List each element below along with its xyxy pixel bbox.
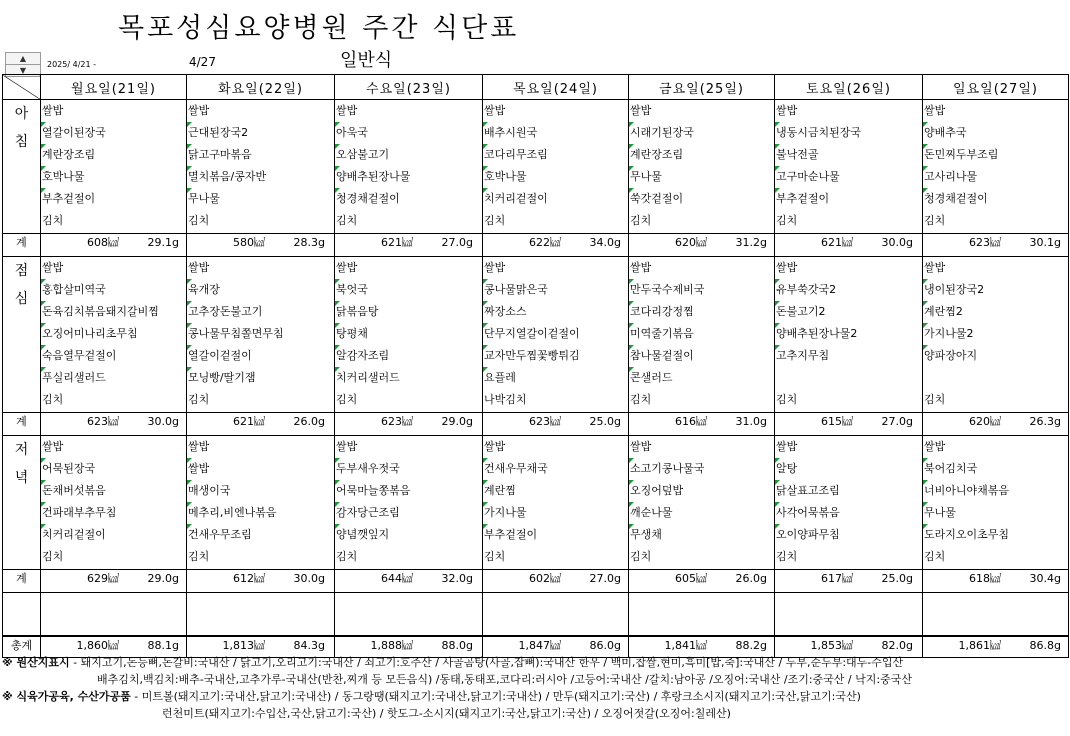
dinner-menu-cell bbox=[187, 436, 335, 570]
sum-cell bbox=[629, 234, 775, 257]
sum-cell bbox=[41, 234, 187, 257]
dish-item: 쌀밥 bbox=[924, 440, 946, 453]
blank-row bbox=[3, 593, 1069, 637]
dish-item: 알탕 bbox=[775, 458, 922, 480]
kcal-value: 1,813㎉ bbox=[222, 639, 265, 652]
breakfast-menu-cell bbox=[41, 100, 187, 234]
kcal-value: 621㎉ bbox=[381, 236, 413, 249]
breakfast-row bbox=[3, 100, 1069, 234]
dish-item: 짜장소스 bbox=[483, 301, 628, 323]
sum-cell bbox=[923, 234, 1069, 257]
sum-cell bbox=[775, 413, 923, 436]
dish-item: 깨순나물 bbox=[629, 502, 774, 524]
sum-cell bbox=[483, 413, 629, 436]
dish-item: 참나물겉절이 bbox=[629, 345, 774, 367]
sum-cell bbox=[187, 234, 335, 257]
dish-item: 매생이국 bbox=[187, 480, 334, 502]
breakfast-menu-cell bbox=[923, 100, 1069, 234]
dish-item: 콩나물무침쫄면무침 bbox=[187, 323, 334, 345]
dish-item: 김치 bbox=[924, 550, 946, 563]
day-header: 화요일(22일) bbox=[187, 75, 335, 100]
dish-item: 쌀밥 bbox=[776, 104, 798, 117]
dish-item: 건새우무조림 bbox=[187, 524, 334, 546]
dish-item: 교자만두찜꽃빵튀김 bbox=[483, 345, 628, 367]
gram-value: 26.0g bbox=[735, 572, 767, 585]
dish-item: 두부새우젓국 bbox=[335, 458, 482, 480]
day-header: 토요일(26일) bbox=[775, 75, 923, 100]
dish-item: 유부쑥갓국2 bbox=[775, 279, 922, 301]
dish-item: 고구마순나물 bbox=[775, 166, 922, 188]
gram-value: 30.0g bbox=[881, 236, 913, 249]
dish-item: 쌀밥 bbox=[187, 458, 334, 480]
dish-item: 쌀밥 bbox=[188, 440, 210, 453]
kcal-value: 1,853㎉ bbox=[810, 639, 853, 652]
kcal-value: 615㎉ bbox=[821, 415, 853, 428]
dish-item: 열갈이된장국 bbox=[41, 122, 186, 144]
breakfast-menu-cell bbox=[187, 100, 335, 234]
dish-item: 아욱국 bbox=[335, 122, 482, 144]
dish-item: 요플레 bbox=[483, 367, 628, 389]
kcal-value: 623㎉ bbox=[969, 236, 1001, 249]
dish-item: 청경채겉절이 bbox=[923, 188, 1068, 210]
blank-cell bbox=[923, 593, 1069, 637]
lunch-menu-cell bbox=[335, 257, 483, 413]
gram-value: 34.0g bbox=[589, 236, 621, 249]
gram-value: 25.0g bbox=[589, 415, 621, 428]
dish-item: 양배추된장나물 bbox=[335, 166, 482, 188]
dish-item: 쑥갓겉절이 bbox=[629, 188, 774, 210]
kcal-value: 1,847㎉ bbox=[518, 639, 561, 652]
dish-item: 무생채 bbox=[629, 524, 774, 546]
dish-item: 김치 bbox=[188, 214, 210, 227]
dinner-menu-cell bbox=[483, 436, 629, 570]
dish-item: 쌀밥 bbox=[630, 261, 652, 274]
blank-cell bbox=[629, 593, 775, 637]
dish-item: 불낙전골 bbox=[775, 144, 922, 166]
dish-item: 김치 bbox=[336, 214, 358, 227]
sum-cell bbox=[335, 570, 483, 593]
dish-item: 김치 bbox=[776, 393, 798, 406]
sum-cell bbox=[775, 234, 923, 257]
label-char: 녁 bbox=[14, 470, 29, 486]
dish-item: 닭고구마볶음 bbox=[187, 144, 334, 166]
dish-item: 부추겉절이 bbox=[483, 524, 628, 546]
sum-cell bbox=[187, 570, 335, 593]
gram-value: 88.2g bbox=[735, 639, 767, 652]
sum-cell bbox=[923, 570, 1069, 593]
meal-table bbox=[2, 74, 1069, 658]
dish-item: 사각어묵볶음 bbox=[775, 502, 922, 524]
dish-item: 쌀밥 bbox=[42, 261, 64, 274]
dish-item: 무나물 bbox=[629, 166, 774, 188]
dish-item: 코다리무조림 bbox=[483, 144, 628, 166]
lunch-menu-cell bbox=[775, 257, 923, 413]
sum-cell bbox=[923, 413, 1069, 436]
dish-item: 돈민찌두부조림 bbox=[923, 144, 1068, 166]
dish-item: 무나물 bbox=[923, 502, 1068, 524]
dish-item: 나박김치 bbox=[484, 393, 527, 406]
gram-value: 26.3g bbox=[1029, 415, 1061, 428]
kcal-value: 621㎉ bbox=[821, 236, 853, 249]
dish-item: 부추겉절이 bbox=[41, 188, 186, 210]
gram-value: 84.3g bbox=[293, 639, 325, 652]
dish-item: 오삼불고기 bbox=[335, 144, 482, 166]
dish-item: 김치 bbox=[42, 214, 64, 227]
dish-item: 냉이된장국2 bbox=[923, 279, 1068, 301]
processed-note-head: ※ 식육가공육, 수산가공품 bbox=[2, 690, 131, 703]
date-spin-down-button[interactable]: ▼ bbox=[5, 64, 41, 77]
dish-item: 북엇국 bbox=[335, 279, 482, 301]
dish-item: 김치 bbox=[336, 550, 358, 563]
dish-item: 양념깻잎지 bbox=[335, 524, 482, 546]
dinner-menu-cell bbox=[629, 436, 775, 570]
kcal-value: 644㎉ bbox=[381, 572, 413, 585]
gram-value: 29.0g bbox=[441, 415, 473, 428]
dish-item: 김치 bbox=[924, 393, 946, 406]
lunch-menu-cell bbox=[187, 257, 335, 413]
dish-item: 치커리샐러드 bbox=[335, 367, 482, 389]
dish-item: 가지나물 bbox=[483, 502, 628, 524]
dish-item: 고사리나물 bbox=[923, 166, 1068, 188]
gram-value: 30.1g bbox=[1029, 236, 1061, 249]
dish-item: 모닝빵/딸기잼 bbox=[187, 367, 334, 389]
breakfast-menu-cell bbox=[629, 100, 775, 234]
dish-item: 쌀밥 bbox=[484, 440, 506, 453]
gram-value: 88.1g bbox=[147, 639, 179, 652]
sum-cell bbox=[629, 570, 775, 593]
gram-value: 82.0g bbox=[881, 639, 913, 652]
dish-item: 돈채버섯볶음 bbox=[41, 480, 186, 502]
gram-value: 31.0g bbox=[735, 415, 767, 428]
dish-item: 쌀밥 bbox=[484, 261, 506, 274]
kcal-value: 602㎉ bbox=[529, 572, 561, 585]
gram-value: 30.0g bbox=[293, 572, 325, 585]
breakfast-menu-cell bbox=[483, 100, 629, 234]
sum-label: 계 bbox=[3, 413, 41, 436]
gram-value: 30.0g bbox=[147, 415, 179, 428]
origin-note-line: 배추김치,백김치:배추-국내산,고추가루-국내산(반찬,찌개 등 모든음식) /동태,동태포,코다리:러시아 /고등어:국내산 /갈치:남아공 /오징어:국내산 /조기:중국산 / 낙지:중국산 bbox=[97, 673, 912, 686]
dish-item: 메추리,비엔나볶음 bbox=[187, 502, 334, 524]
gram-value: 28.3g bbox=[293, 236, 325, 249]
lunch-menu-cell bbox=[483, 257, 629, 413]
dish-item: 단무지열갈이겉절이 bbox=[483, 323, 628, 345]
gram-value: 31.2g bbox=[735, 236, 767, 249]
kcal-value: 616㎉ bbox=[675, 415, 707, 428]
dish-item: 어묵마늘쫑볶음 bbox=[335, 480, 482, 502]
label-char: 저 bbox=[14, 442, 29, 458]
kcal-value: 1,861㎉ bbox=[958, 639, 1001, 652]
processed-note-text: - 미트볼(돼지고기:국내산,닭고기:국내산) / 동그랑땡(돼지고기:국내산,닭고기:국내산) / 만두(돼지고기:국산) / 후랑크소시지(돼지고기:국산,닭고기:국산) bbox=[130, 690, 861, 703]
dish-item: 고추장돈불고기 bbox=[187, 301, 334, 323]
blank-cell bbox=[3, 593, 41, 637]
dish-item: 알감자조림 bbox=[335, 345, 482, 367]
dish-item: 건새우무채국 bbox=[483, 458, 628, 480]
origin-note-text: - 돼지고기,돈등뼈,돈갈비:국내산 / 닭고기,오리고기:국내산 / 쇠고기:호주산 / 사골곰탕(사골,잡뼈):국내산 한우 / 백미,찹쌀,현미,흑미[밥,죽]:국내산 / 두부,순두부:대두-수입산 bbox=[69, 656, 904, 669]
dish-item: 도라지오이초무침 bbox=[923, 524, 1068, 546]
lunch-menu-cell bbox=[629, 257, 775, 413]
breakfast-menu-cell bbox=[775, 100, 923, 234]
dish-item: 냉동시금치된장국 bbox=[775, 122, 922, 144]
dish-item: 계란장조림 bbox=[629, 144, 774, 166]
lunch-menu-cell bbox=[41, 257, 187, 413]
dish-item: 쌀밥 bbox=[42, 104, 64, 117]
gram-value: 88.0g bbox=[441, 639, 473, 652]
gram-value: 27.0g bbox=[441, 236, 473, 249]
kcal-value: 1,888㎉ bbox=[370, 639, 413, 652]
dish-item: 쌀밥 bbox=[776, 261, 798, 274]
gram-value: 30.4g bbox=[1029, 572, 1061, 585]
kcal-value: 608㎉ bbox=[87, 236, 119, 249]
dish-item: 부추겉절이 bbox=[775, 188, 922, 210]
dish-item: 김치 bbox=[42, 550, 64, 563]
label-char: 아 bbox=[14, 106, 29, 122]
kcal-value: 629㎉ bbox=[87, 572, 119, 585]
dish-item: 숙음열무겉절이 bbox=[41, 345, 186, 367]
dinner-menu-cell bbox=[335, 436, 483, 570]
dish-item: 만두국수제비국 bbox=[629, 279, 774, 301]
kcal-value: 623㎉ bbox=[87, 415, 119, 428]
breakfast-menu-cell bbox=[335, 100, 483, 234]
dish-item: 코다리강정찜 bbox=[629, 301, 774, 323]
dish-item: 양배추된장나물2 bbox=[775, 323, 922, 345]
date-spin-up-button[interactable]: ▲ bbox=[5, 52, 41, 65]
dinner-menu-cell bbox=[923, 436, 1069, 570]
kcal-value: 623㎉ bbox=[529, 415, 561, 428]
dish-item: 양파장아지 bbox=[923, 345, 1068, 367]
dish-item: 호박나물 bbox=[483, 166, 628, 188]
dish-item: 가지나물2 bbox=[923, 323, 1068, 345]
dish-item: 어묵된장국 bbox=[41, 458, 186, 480]
dish-item: 미역줄기볶음 bbox=[629, 323, 774, 345]
dish-item: 김치 bbox=[484, 214, 506, 227]
dish-item: 콩나물맑은국 bbox=[483, 279, 628, 301]
kcal-value: 621㎉ bbox=[233, 415, 265, 428]
dish-item: 계란찜 bbox=[483, 480, 628, 502]
dish-item: 감자당근조림 bbox=[335, 502, 482, 524]
lunch-menu-cell bbox=[923, 257, 1069, 413]
dish-item: 홍합살미역국 bbox=[41, 279, 186, 301]
dish-item: 양배추국 bbox=[923, 122, 1068, 144]
dish-item: 청경채겉절이 bbox=[335, 188, 482, 210]
dish-item: 계란찜2 bbox=[923, 301, 1068, 323]
dish-item: 쌀밥 bbox=[336, 440, 358, 453]
dinner-menu-cell bbox=[41, 436, 187, 570]
day-header: 수요일(23일) bbox=[335, 75, 483, 100]
gram-value: 25.0g bbox=[881, 572, 913, 585]
dish-item: 김치 bbox=[776, 550, 798, 563]
day-header: 일요일(27일) bbox=[923, 75, 1069, 100]
dish-item: 김치 bbox=[188, 550, 210, 563]
dish-item: 치커리겉절이 bbox=[41, 524, 186, 546]
dish-item: 쌀밥 bbox=[924, 261, 946, 274]
dish-item: 쌀밥 bbox=[776, 440, 798, 453]
blank-cell bbox=[187, 593, 335, 637]
gram-value: 86.8g bbox=[1029, 639, 1061, 652]
gram-value: 26.0g bbox=[293, 415, 325, 428]
dish-item: 북어김치국 bbox=[923, 458, 1068, 480]
dish-item: 너비아니야채볶음 bbox=[923, 480, 1068, 502]
dish-item: 쌀밥 bbox=[630, 440, 652, 453]
gram-value: 32.0g bbox=[441, 572, 473, 585]
sum-cell bbox=[41, 413, 187, 436]
dish-item: 열갈이겉절이 bbox=[187, 345, 334, 367]
dish-item: 쌀밥 bbox=[188, 261, 210, 274]
menu-type: 일반식 bbox=[340, 50, 393, 71]
blank-cell bbox=[335, 593, 483, 637]
sum-label: 계 bbox=[3, 234, 41, 257]
sum-cell bbox=[483, 234, 629, 257]
dish-item: 쌀밥 bbox=[336, 104, 358, 117]
gram-value: 27.0g bbox=[881, 415, 913, 428]
breakfast-sum-row bbox=[3, 234, 1069, 257]
dish-item: 탕평채 bbox=[335, 323, 482, 345]
total-label: 총계 bbox=[3, 636, 41, 658]
dish-item: 소고기콩나물국 bbox=[629, 458, 774, 480]
corner-cell bbox=[3, 75, 41, 100]
dish-item: 김치 bbox=[630, 550, 652, 563]
dinner-row bbox=[3, 436, 1069, 570]
day-header-row bbox=[3, 75, 1069, 100]
dish-item: 김치 bbox=[630, 214, 652, 227]
dish-item bbox=[923, 367, 1068, 389]
blank-cell bbox=[775, 593, 923, 637]
kcal-value: 622㎉ bbox=[529, 236, 561, 249]
day-header: 금요일(25일) bbox=[629, 75, 775, 100]
dish-item: 건파래부추무침 bbox=[41, 502, 186, 524]
dish-item: 김치 bbox=[188, 393, 210, 406]
page-title: 목포성심요양병원 주간 식단표 bbox=[118, 13, 520, 44]
sum-label: 계 bbox=[3, 570, 41, 593]
dish-item: 김치 bbox=[336, 393, 358, 406]
dish-item: 쌀밥 bbox=[336, 261, 358, 274]
dish-item: 쌀밥 bbox=[42, 440, 64, 453]
dish-item: 닭살표고조림 bbox=[775, 480, 922, 502]
sum-cell bbox=[335, 413, 483, 436]
dish-item: 닭볶음탕 bbox=[335, 301, 482, 323]
kcal-value: 580㎉ bbox=[233, 236, 265, 249]
dish-item: 돈불고기2 bbox=[775, 301, 922, 323]
date-to: 4/27 bbox=[189, 55, 216, 69]
dish-item: 오이양파무침 bbox=[775, 524, 922, 546]
dish-item: 김치 bbox=[776, 214, 798, 227]
lunch-row bbox=[3, 257, 1069, 413]
dinner-sum-row bbox=[3, 570, 1069, 593]
dish-item: 치커리겉절이 bbox=[483, 188, 628, 210]
kcal-value: 612㎉ bbox=[233, 572, 265, 585]
blank-cell bbox=[41, 593, 187, 637]
dish-item: 시래기된장국 bbox=[629, 122, 774, 144]
kcal-value: 605㎉ bbox=[675, 572, 707, 585]
lunch-label bbox=[3, 257, 41, 413]
dish-item: 계란장조림 bbox=[41, 144, 186, 166]
dish-item: 김치 bbox=[42, 393, 64, 406]
lunch-sum-row bbox=[3, 413, 1069, 436]
dinner-menu-cell bbox=[775, 436, 923, 570]
dish-item: 육개장 bbox=[187, 279, 334, 301]
dish-item: 쌀밥 bbox=[630, 104, 652, 117]
dish-item bbox=[775, 367, 922, 389]
origin-notes bbox=[2, 654, 1068, 722]
breakfast-label bbox=[3, 100, 41, 234]
dish-item: 김치 bbox=[630, 393, 652, 406]
gram-value: 86.0g bbox=[589, 639, 621, 652]
sum-cell bbox=[187, 413, 335, 436]
dish-item: 멸치볶음/콩자반 bbox=[187, 166, 334, 188]
kcal-value: 618㎉ bbox=[969, 572, 1001, 585]
kcal-value: 617㎉ bbox=[821, 572, 853, 585]
label-char: 심 bbox=[14, 291, 29, 307]
kcal-value: 620㎉ bbox=[969, 415, 1001, 428]
gram-value: 27.0g bbox=[589, 572, 621, 585]
processed-note-line bbox=[2, 688, 1068, 705]
label-char: 침 bbox=[14, 134, 29, 150]
blank-cell bbox=[483, 593, 629, 637]
gram-value: 29.0g bbox=[147, 572, 179, 585]
sum-cell bbox=[335, 234, 483, 257]
dish-item: 김치 bbox=[924, 214, 946, 227]
label-char: 점 bbox=[14, 263, 29, 279]
sum-cell bbox=[41, 570, 187, 593]
dish-item: 근대된장국2 bbox=[187, 122, 334, 144]
kcal-value: 620㎉ bbox=[675, 236, 707, 249]
gram-value: 29.1g bbox=[147, 236, 179, 249]
date-from: 2025/ 4/21 - bbox=[47, 60, 96, 69]
dish-item: 호박나물 bbox=[41, 166, 186, 188]
sum-cell bbox=[629, 413, 775, 436]
dish-item: 푸실리샐러드 bbox=[41, 367, 186, 389]
dinner-label bbox=[3, 436, 41, 570]
sum-cell bbox=[775, 570, 923, 593]
dish-item: 콘샐러드 bbox=[629, 367, 774, 389]
origin-note-head: ※ 원산지표시 bbox=[2, 656, 70, 669]
dish-item: 김치 bbox=[484, 550, 506, 563]
kcal-value: 623㎉ bbox=[381, 415, 413, 428]
dish-item: 무나물 bbox=[187, 188, 334, 210]
dish-item: 배추시원국 bbox=[483, 122, 628, 144]
dish-item: 고추지무침 bbox=[775, 345, 922, 367]
dish-item: 돈육김치볶음돼지갈비찜 bbox=[41, 301, 186, 323]
dish-item: 쌀밥 bbox=[924, 104, 946, 117]
day-header: 목요일(24일) bbox=[483, 75, 629, 100]
dish-item: 오징어덮밥 bbox=[629, 480, 774, 502]
origin-note-line bbox=[2, 654, 1068, 671]
dish-item: 쌀밥 bbox=[484, 104, 506, 117]
kcal-value: 1,841㎉ bbox=[664, 639, 707, 652]
kcal-value: 1,860㎉ bbox=[76, 639, 119, 652]
dish-item: 오징어미나리초무침 bbox=[41, 323, 186, 345]
sum-cell bbox=[483, 570, 629, 593]
day-header: 월요일(21일) bbox=[41, 75, 187, 100]
dish-item: 쌀밥 bbox=[188, 104, 210, 117]
processed-note-line: 런천미트(돼지고기:수입산,국산,닭고기:국산) / 핫도그-소시지(돼지고기:국산,닭고기:국산) / 오징어젓갈(오징어:칠레산) bbox=[162, 707, 731, 720]
